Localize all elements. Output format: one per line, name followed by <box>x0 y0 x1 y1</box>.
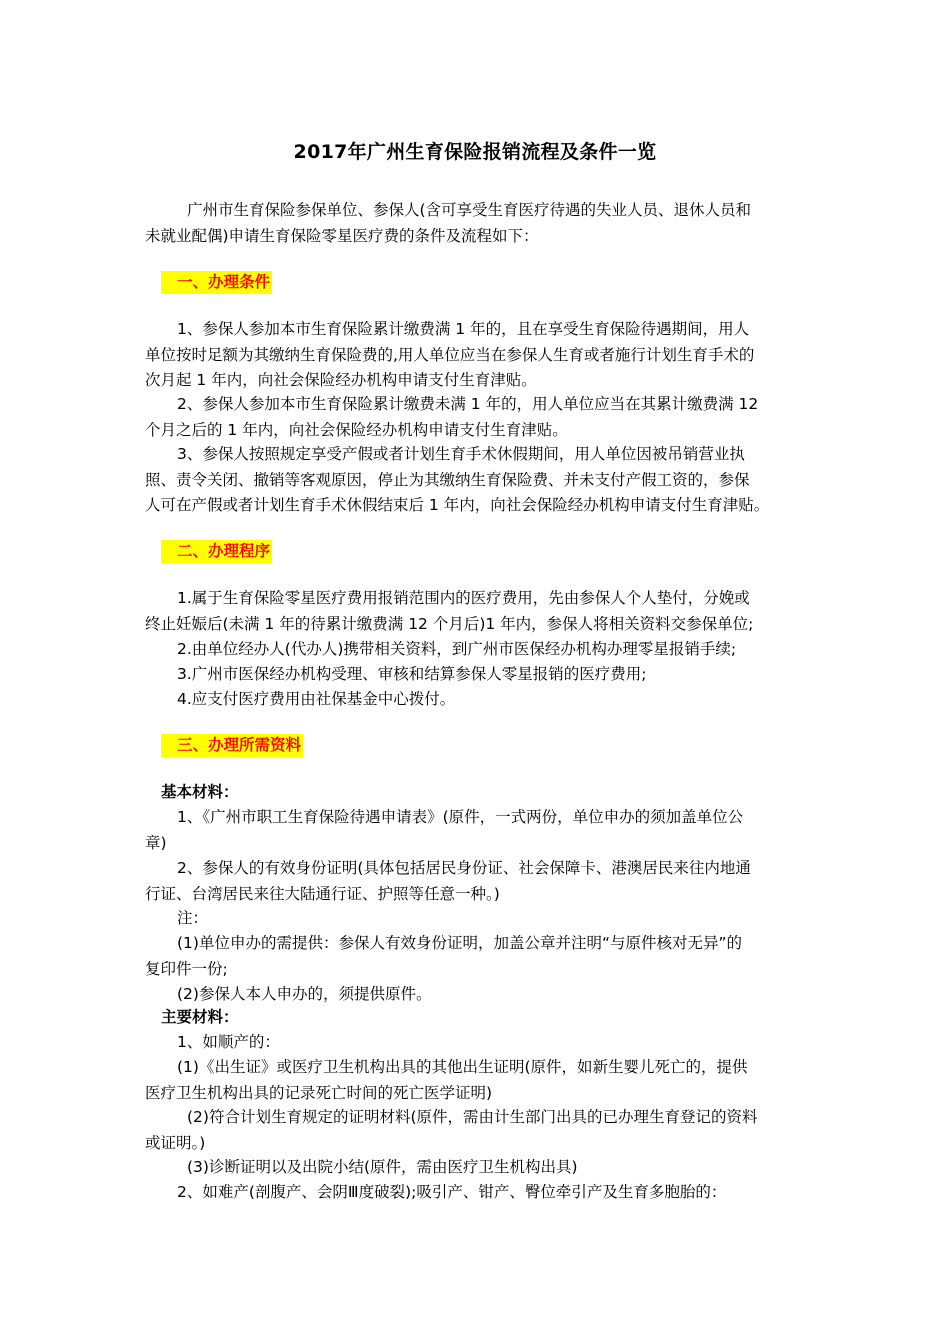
procedure-item-4 <box>145 687 815 713</box>
condition-line: 3、参保人按照规定享受产假或者计划生育手术休假期间，用人单位因被吊销营业执 <box>177 445 745 463</box>
note-item-2 <box>145 982 815 1008</box>
main-material-2 <box>145 1180 815 1206</box>
material-line: 1、《广州市职工生育保险待遇申请表》(原件，一式两份，单位申办的须加盖单位公 <box>177 808 744 826</box>
condition-line: 照、责令关闭、撤销等客观原因，停止为其缴纳生育保险费、并未支付产假工资的，参保 <box>145 470 750 489</box>
note-label <box>145 906 815 932</box>
procedure-item-1 <box>145 586 815 637</box>
basic-material-1 <box>145 805 815 856</box>
material-line: 2、参保人的有效身份证明(具体包括居民身份证、社会保障卡、港澳居民来往内地通 <box>177 859 751 877</box>
material-line: 行证、台湾居民来往大陆通行证、护照等任意一种。) <box>145 884 500 903</box>
material-line: (3)诊断证明以及出院小结(原件，需由医疗卫生机构出具) <box>187 1158 578 1176</box>
intro-paragraph <box>145 198 815 249</box>
basic-materials-label: 基本材料： <box>161 783 239 801</box>
condition-line: 单位按时足额为其缴纳生育保险费的,用人单位应当在参保人生育或者施行计划生育手术的 <box>145 345 755 364</box>
note-line: (2)参保人本人申办的，须提供原件。 <box>177 985 432 1003</box>
material-line: 章) <box>145 833 167 852</box>
section-heading-materials: 三、办理所需资料 <box>161 734 303 757</box>
section-heading-conditions: 一、办理条件 <box>161 271 272 294</box>
intro-line: 广州市生育保险参保单位、参保人(含可享受生育医疗待遇的失业人员、退休人员和 <box>187 201 752 219</box>
condition-item-3 <box>145 442 815 519</box>
note-line: 复印件一份; <box>145 959 228 978</box>
condition-line: 次月起 1 年内，向社会保险经办机构申请支付生育津贴。 <box>145 371 537 389</box>
material-line: 或证明。) <box>145 1133 206 1152</box>
material-line: 医疗卫生机构出具的记录死亡时间的死亡医学证明) <box>145 1083 493 1102</box>
procedure-line: 3.广州市医保经办机构受理、审核和结算参保人零星报销的医疗费用; <box>177 665 647 683</box>
material-line: (1)《出生证》或医疗卫生机构出具的其他出生证明(原件，如新生婴儿死亡的，提供 <box>177 1058 748 1076</box>
condition-line: 人可在产假或者计划生育手术休假结束后 1 年内，向社会保险经办机构申请支付生育津贴。 <box>145 496 770 514</box>
condition-line: 1、参保人参加本市生育保险累计缴费满 1 年的，且在享受生育保险待遇期间，用人 <box>177 320 750 338</box>
basic-material-2 <box>145 856 815 907</box>
procedure-line: 4.应支付医疗费用由社保基金中心拨付。 <box>177 690 456 708</box>
material-line: 1、如顺产的： <box>177 1033 280 1051</box>
note-label-text: 注： <box>177 909 209 927</box>
main-material-1b <box>145 1105 815 1156</box>
condition-item-2 <box>145 392 815 443</box>
note-line: (1)单位申办的需提供：参保人有效身份证明，加盖公章并注明“与原件核对无异”的 <box>177 934 743 952</box>
procedure-line: 1.属于生育保险零星医疗费用报销范围内的医疗费用，先由参保人个人垫付，分娩或 <box>177 589 750 607</box>
procedure-line: 终止妊娠后(未满 1 年的待累计缴费满 12 个月后)1 年内，参保人将相关资料交参保单位; <box>145 614 754 633</box>
section-heading-procedure: 二、办理程序 <box>161 540 272 563</box>
condition-line: 2、参保人参加本市生育保险累计缴费未满 1 年的，用人单位应当在其累计缴费满 12 <box>177 395 759 413</box>
condition-line: 个月之后的 1 年内，向社会保险经办机构申请支付生育津贴。 <box>145 420 568 439</box>
material-line: 2、如难产(剖腹产、会阴Ⅲ度破裂);吸引产、钳产、臀位牵引产及生育多胞胎的： <box>177 1183 727 1201</box>
note-item-1 <box>145 931 815 982</box>
procedure-line: 2.由单位经办人(代办人)携带相关资料，到广州市医保经办机构办理零星报销手续; <box>177 640 737 658</box>
intro-line: 未就业配偶)申请生育保险零星医疗费的条件及流程如下： <box>145 226 539 245</box>
page-title: 2017年广州生育保险报销流程及条件一览 <box>293 141 657 163</box>
main-material-1 <box>145 1030 815 1056</box>
material-line: (2)符合计划生育规定的证明材料(原件，需由计生部门出具的已办理生育登记的资料 <box>187 1108 758 1126</box>
procedure-item-3 <box>145 662 815 688</box>
main-material-1c <box>145 1155 815 1181</box>
condition-item-1 <box>145 317 815 394</box>
main-materials-label: 主要材料： <box>161 1008 239 1026</box>
main-material-1a <box>145 1055 815 1106</box>
procedure-item-2 <box>145 637 815 663</box>
